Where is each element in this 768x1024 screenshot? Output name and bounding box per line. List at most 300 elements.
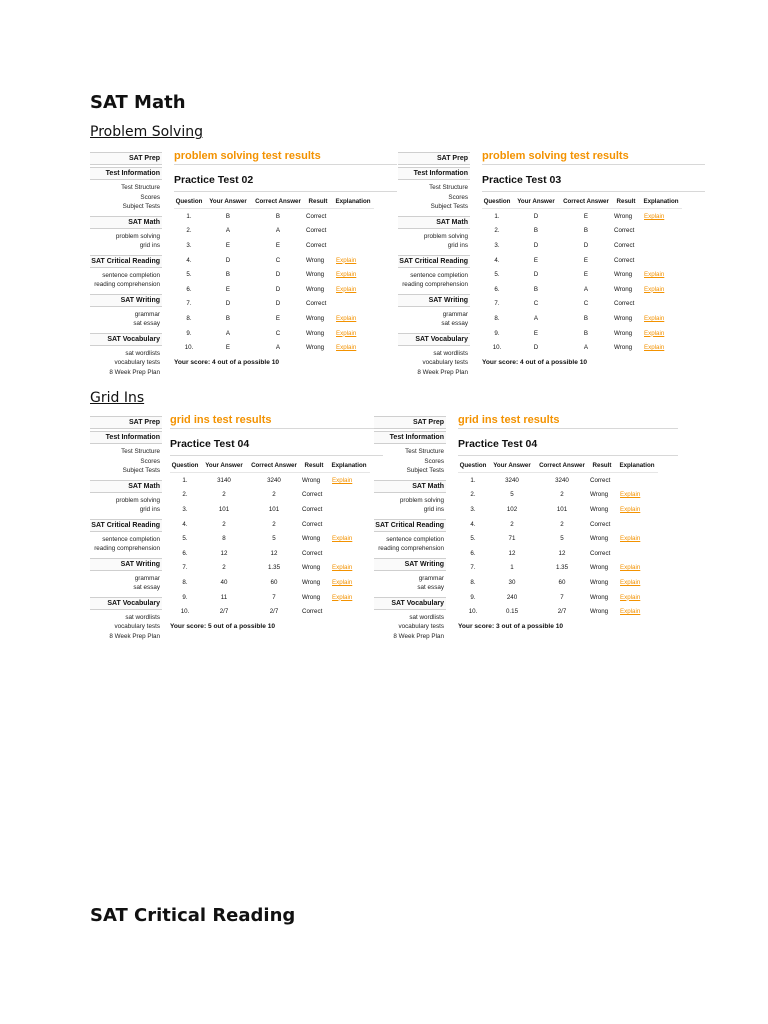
- question-number: 7.: [470, 564, 476, 572]
- result-status: Wrong: [306, 314, 325, 322]
- explain-link[interactable]: Explain: [620, 578, 641, 586]
- your-answer: D: [533, 212, 539, 220]
- explanation-cell: [640, 340, 682, 355]
- col-your-answer: Your Answer: [488, 462, 536, 473]
- question-number: 10.: [184, 344, 194, 352]
- nav-scores[interactable]: Scores: [448, 193, 468, 201]
- result-status: Correct: [302, 549, 323, 557]
- correct-answer: B: [583, 329, 589, 337]
- question-number: 6.: [186, 285, 192, 293]
- score-text: Your score: 5 out of a possible 10: [170, 622, 276, 630]
- nav-sat-vocabulary[interactable]: SAT Vocabulary: [398, 333, 470, 346]
- question-number: 4.: [494, 256, 500, 264]
- table-row: [170, 502, 370, 517]
- correct-answer: 2/7: [269, 608, 279, 616]
- result-status: Wrong: [590, 608, 609, 616]
- your-answer: B: [533, 227, 539, 235]
- your-answer: D: [533, 241, 539, 249]
- correct-answer: C: [583, 300, 589, 308]
- question-number: 3.: [494, 241, 500, 249]
- explain-link[interactable]: Explain: [336, 285, 357, 293]
- nav-grammar[interactable]: grammar: [134, 310, 160, 318]
- results-table: [174, 198, 374, 355]
- nav-subject-tests[interactable]: Subject Tests: [122, 467, 160, 474]
- nav-sat-math[interactable]: SAT Math: [374, 480, 446, 493]
- question-number: 9.: [186, 329, 192, 337]
- correct-answer: 60: [558, 578, 566, 586]
- sidebar-nav: [90, 150, 162, 379]
- table-row: [170, 531, 370, 546]
- result-status: Correct: [306, 241, 327, 249]
- nav-prep-plan[interactable]: 8 Week Prep Plan: [417, 368, 468, 376]
- question-number: 4.: [182, 520, 188, 528]
- nav-sat-math[interactable]: SAT Math: [90, 216, 162, 229]
- result-status: Correct: [590, 549, 611, 557]
- explain-link[interactable]: Explain: [336, 314, 357, 322]
- result-status: Wrong: [302, 564, 321, 572]
- practice-test-title: Practice Test 02: [174, 174, 397, 192]
- table-row: [458, 531, 658, 546]
- correct-answer: 7: [560, 593, 564, 601]
- table-row: [174, 224, 374, 239]
- nav-scores[interactable]: Scores: [140, 193, 160, 201]
- col-explanation: Explanation: [640, 198, 682, 209]
- screenshot-problem-solving-test-02: [90, 150, 397, 382]
- nav-test-structure[interactable]: Test Structure: [405, 448, 444, 455]
- question-number: 6.: [182, 549, 188, 557]
- nav-sat-prep[interactable]: SAT Prep: [90, 416, 162, 429]
- question-number: 10.: [468, 608, 478, 616]
- your-answer: D: [225, 256, 231, 264]
- explanation-cell: [616, 502, 658, 517]
- your-answer: 2: [222, 491, 226, 499]
- nav-grid-ins[interactable]: grid ins: [139, 242, 160, 249]
- explanation-cell: [616, 473, 658, 488]
- explanation-cell: [640, 209, 682, 224]
- result-status: Wrong: [614, 314, 633, 322]
- your-answer: 2: [222, 564, 226, 572]
- question-number: 10.: [492, 344, 502, 352]
- nav-grammar[interactable]: grammar: [442, 310, 468, 318]
- table-row: [170, 488, 370, 503]
- score-text: Your score: 4 out of a possible 10: [174, 358, 280, 366]
- table-row: [482, 209, 682, 224]
- nav-grid-ins[interactable]: grid ins: [447, 242, 468, 249]
- nav-sat-prep[interactable]: SAT Prep: [374, 416, 446, 429]
- question-number: 7.: [494, 300, 500, 308]
- nav-reading-comprehension[interactable]: reading comprehension: [94, 545, 160, 552]
- result-status: Wrong: [306, 344, 325, 352]
- question-number: 8.: [186, 314, 192, 322]
- explain-link[interactable]: Explain: [644, 212, 665, 220]
- explain-link[interactable]: Explain: [336, 256, 357, 264]
- nav-sat-wordlists[interactable]: sat wordlists: [125, 613, 160, 621]
- correct-answer: E: [275, 241, 281, 249]
- your-answer: 40: [220, 578, 228, 586]
- explanation-cell: [328, 575, 370, 590]
- your-answer: 11: [220, 593, 228, 601]
- result-status: Correct: [306, 300, 327, 308]
- result-status: Correct: [302, 491, 323, 499]
- table-row: [174, 311, 374, 326]
- explain-link[interactable]: Explain: [332, 593, 353, 601]
- question-number: 3.: [182, 505, 188, 513]
- results-title: problem solving test results: [174, 150, 397, 165]
- your-answer: D: [533, 271, 539, 279]
- table-row: [458, 604, 658, 619]
- table-row: [482, 267, 682, 282]
- explanation-cell: [332, 297, 374, 312]
- nav-test-structure[interactable]: Test Structure: [121, 448, 160, 455]
- explain-link[interactable]: Explain: [332, 578, 353, 586]
- nav-subject-tests[interactable]: Subject Tests: [122, 203, 160, 210]
- nav-reading-comprehension[interactable]: reading comprehension: [402, 281, 468, 288]
- question-number: 2.: [494, 227, 500, 235]
- your-answer: A: [225, 227, 231, 235]
- nav-sat-writing[interactable]: SAT Writing: [398, 294, 470, 307]
- nav-sat-vocabulary[interactable]: SAT Vocabulary: [374, 597, 446, 610]
- result-status: Correct: [302, 520, 323, 528]
- table-row: [482, 340, 682, 355]
- table-row: [174, 282, 374, 297]
- your-answer: E: [533, 329, 539, 337]
- screenshot-grid-ins-test-04-b: [375, 414, 678, 640]
- nav-sat-prep[interactable]: SAT Prep: [90, 152, 162, 165]
- table-row: [458, 488, 658, 503]
- nav-reading-comprehension[interactable]: reading comprehension: [378, 545, 444, 552]
- question-number: 7.: [186, 300, 192, 308]
- nav-vocabulary-tests[interactable]: vocabulary tests: [398, 623, 444, 630]
- nav-problem-solving[interactable]: problem solving: [423, 232, 468, 240]
- nav-sat-essay[interactable]: sat essay: [441, 320, 468, 327]
- correct-answer: A: [275, 344, 281, 352]
- correct-answer: 12: [558, 549, 566, 557]
- question-number: 4.: [186, 256, 192, 264]
- result-status: Correct: [302, 608, 323, 616]
- result-status: Correct: [614, 227, 635, 235]
- explanation-cell: [616, 488, 658, 503]
- nav-sat-wordlists[interactable]: sat wordlists: [433, 349, 468, 357]
- explanation-cell: [332, 209, 374, 224]
- results-content: [458, 414, 678, 630]
- your-answer: B: [225, 314, 231, 322]
- nav-sat-essay[interactable]: sat essay: [133, 320, 160, 327]
- nav-reading-comprehension[interactable]: reading comprehension: [94, 281, 160, 288]
- result-status: Correct: [614, 256, 635, 264]
- correct-answer: C: [275, 256, 281, 264]
- explain-link[interactable]: Explain: [620, 564, 641, 572]
- nav-sat-essay[interactable]: sat essay: [417, 584, 444, 591]
- explanation-cell: [640, 267, 682, 282]
- practice-test-title: Practice Test 04: [458, 438, 678, 456]
- explain-link[interactable]: Explain: [620, 505, 641, 513]
- table-row: [170, 473, 370, 488]
- your-answer: 30: [508, 578, 516, 586]
- correct-answer: 2: [272, 520, 276, 528]
- explain-link[interactable]: Explain: [644, 329, 665, 337]
- col-correct-answer: Correct Answer: [248, 462, 300, 473]
- question-number: 5.: [494, 271, 500, 279]
- nav-vocabulary-tests[interactable]: vocabulary tests: [114, 623, 160, 630]
- explanation-cell: [328, 546, 370, 561]
- correct-answer: B: [583, 227, 589, 235]
- nav-subject-tests[interactable]: Subject Tests: [430, 203, 468, 210]
- explain-link[interactable]: Explain: [644, 344, 665, 352]
- table-row: [458, 517, 658, 532]
- explanation-cell: [328, 488, 370, 503]
- correct-answer: 7: [272, 593, 276, 601]
- your-answer: B: [533, 285, 539, 293]
- question-number: 9.: [494, 329, 500, 337]
- correct-answer: 1.35: [267, 564, 281, 572]
- table-row: [482, 297, 682, 312]
- result-status: Correct: [614, 300, 635, 308]
- explanation-cell: [332, 238, 374, 253]
- nav-problem-solving[interactable]: problem solving: [399, 496, 444, 504]
- result-status: Correct: [302, 505, 323, 513]
- nav-vocabulary-tests[interactable]: vocabulary tests: [422, 359, 468, 366]
- your-answer: 12: [508, 549, 516, 557]
- explanation-cell: [616, 561, 658, 576]
- result-status: Wrong: [306, 285, 325, 293]
- question-number: 6.: [494, 285, 500, 293]
- correct-answer: D: [275, 300, 281, 308]
- result-status: Wrong: [306, 329, 325, 337]
- result-status: Wrong: [590, 505, 609, 513]
- nav-sat-vocabulary[interactable]: SAT Vocabulary: [90, 597, 162, 610]
- correct-answer: C: [275, 329, 281, 337]
- score-text: Your score: 3 out of a possible 10: [458, 622, 564, 630]
- table-row: [482, 253, 682, 268]
- nav-sat-wordlists[interactable]: sat wordlists: [125, 349, 160, 357]
- correct-answer: 101: [556, 505, 568, 513]
- your-answer: 12: [220, 549, 228, 557]
- your-answer: C: [533, 300, 539, 308]
- your-answer: E: [225, 241, 231, 249]
- your-answer: 3240: [505, 476, 519, 484]
- question-number: 3.: [470, 505, 476, 513]
- table-row: [174, 326, 374, 341]
- correct-answer: A: [583, 285, 589, 293]
- explanation-cell: [616, 604, 658, 619]
- nav-grammar[interactable]: grammar: [134, 574, 160, 582]
- your-answer: D: [533, 344, 539, 352]
- explanation-cell: [640, 282, 682, 297]
- nav-grammar[interactable]: grammar: [418, 574, 444, 582]
- table-row: [458, 502, 658, 517]
- col-correct-answer: Correct Answer: [252, 198, 304, 209]
- nav-sat-essay[interactable]: sat essay: [133, 584, 160, 591]
- nav-sat-critical-reading[interactable]: SAT Critical Reading: [398, 255, 470, 268]
- nav-sat-wordlists[interactable]: sat wordlists: [409, 613, 444, 621]
- results-table: [170, 462, 370, 619]
- nav-test-structure[interactable]: Test Structure: [429, 184, 468, 191]
- col-explanation: Explanation: [616, 462, 658, 473]
- your-answer: B: [225, 271, 231, 279]
- nav-test-information[interactable]: Test Information: [398, 167, 470, 180]
- nav-sat-math[interactable]: SAT Math: [398, 216, 470, 229]
- result-status: Wrong: [614, 329, 633, 337]
- result-status: Correct: [590, 476, 611, 484]
- nav-scores[interactable]: Scores: [424, 457, 444, 465]
- table-row: [170, 517, 370, 532]
- nav-sat-math[interactable]: SAT Math: [90, 480, 162, 493]
- result-status: Wrong: [302, 535, 321, 543]
- correct-answer: 1.35: [555, 564, 569, 572]
- explanation-cell: [640, 326, 682, 341]
- table-row: [458, 546, 658, 561]
- results-title: grid ins test results: [458, 414, 678, 429]
- nav-sentence-completion[interactable]: sentence completion: [386, 535, 444, 543]
- result-status: Wrong: [302, 593, 321, 601]
- explanation-cell: [640, 253, 682, 268]
- explain-link[interactable]: Explain: [644, 285, 665, 293]
- your-answer: E: [225, 285, 231, 293]
- col-result: Result: [612, 198, 640, 209]
- nav-scores[interactable]: Scores: [140, 457, 160, 465]
- nav-sentence-completion[interactable]: sentence completion: [102, 535, 160, 543]
- correct-answer: D: [275, 285, 281, 293]
- result-status: Correct: [306, 227, 327, 235]
- screenshot-problem-solving-test-03: [398, 150, 679, 382]
- your-answer: E: [225, 344, 231, 352]
- table-row: [174, 340, 374, 355]
- nav-prep-plan[interactable]: 8 Week Prep Plan: [109, 368, 160, 376]
- result-status: Correct: [614, 241, 635, 249]
- nav-sat-writing[interactable]: SAT Writing: [374, 558, 446, 571]
- table-row: [170, 546, 370, 561]
- explanation-cell: [332, 267, 374, 282]
- nav-grid-ins[interactable]: grid ins: [139, 506, 160, 513]
- nav-sat-critical-reading[interactable]: SAT Critical Reading: [90, 255, 162, 268]
- nav-grid-ins[interactable]: grid ins: [423, 506, 444, 513]
- result-status: Wrong: [590, 578, 609, 586]
- explain-link[interactable]: Explain: [336, 344, 357, 352]
- nav-sat-critical-reading[interactable]: SAT Critical Reading: [90, 519, 162, 532]
- table-row: [174, 253, 374, 268]
- col-question: Question: [482, 198, 512, 209]
- correct-answer: 5: [560, 535, 564, 543]
- grid-ins-subheading: Grid Ins: [90, 390, 145, 406]
- explain-link[interactable]: Explain: [644, 314, 665, 322]
- score-text: Your score: 4 out of a possible 10: [482, 358, 588, 366]
- explain-link[interactable]: Explain: [332, 476, 353, 484]
- correct-answer: A: [275, 227, 281, 235]
- nav-problem-solving[interactable]: problem solving: [115, 496, 160, 504]
- correct-answer: 2/7: [557, 608, 567, 616]
- result-status: Wrong: [614, 285, 633, 293]
- question-number: 3.: [186, 241, 192, 249]
- explanation-cell: [328, 531, 370, 546]
- nav-prep-plan[interactable]: 8 Week Prep Plan: [109, 632, 160, 640]
- table-row: [170, 604, 370, 619]
- question-number: 1.: [186, 212, 192, 220]
- result-status: Wrong: [614, 212, 633, 220]
- screenshot-grid-ins-test-04-a: [90, 414, 383, 640]
- explain-link[interactable]: Explain: [336, 329, 357, 337]
- correct-answer: D: [275, 271, 281, 279]
- table-row: [174, 238, 374, 253]
- results-table: [482, 198, 682, 355]
- nav-test-information[interactable]: Test Information: [90, 431, 162, 444]
- explain-link[interactable]: Explain: [620, 491, 641, 499]
- nav-sat-vocabulary[interactable]: SAT Vocabulary: [90, 333, 162, 346]
- question-number: 8.: [470, 578, 476, 586]
- explain-link[interactable]: Explain: [620, 593, 641, 601]
- nav-test-structure[interactable]: Test Structure: [121, 184, 160, 191]
- nav-prep-plan[interactable]: 8 Week Prep Plan: [393, 632, 444, 640]
- explain-link[interactable]: Explain: [620, 608, 641, 616]
- result-status: Wrong: [590, 564, 609, 572]
- explanation-cell: [332, 253, 374, 268]
- explain-link[interactable]: Explain: [644, 271, 665, 279]
- result-status: Correct: [590, 520, 611, 528]
- explain-link[interactable]: Explain: [332, 564, 353, 572]
- results-title: grid ins test results: [170, 414, 383, 429]
- nav-problem-solving[interactable]: problem solving: [115, 232, 160, 240]
- explain-link[interactable]: Explain: [620, 535, 641, 543]
- question-number: 4.: [470, 520, 476, 528]
- explanation-cell: [328, 502, 370, 517]
- problem-solving-subheading: Problem Solving: [90, 124, 203, 140]
- explain-link[interactable]: Explain: [332, 535, 353, 543]
- explanation-cell: [616, 517, 658, 532]
- col-correct-answer: Correct Answer: [536, 462, 588, 473]
- table-row: [174, 297, 374, 312]
- results-content: [170, 414, 383, 630]
- nav-sentence-completion[interactable]: sentence completion: [102, 271, 160, 279]
- correct-answer: 2: [560, 491, 564, 499]
- practice-test-title: Practice Test 03: [482, 174, 705, 192]
- col-your-answer: Your Answer: [512, 198, 560, 209]
- question-number: 5.: [470, 535, 476, 543]
- table-row: [458, 590, 658, 605]
- results-content: [482, 150, 705, 366]
- explain-link[interactable]: Explain: [336, 271, 357, 279]
- nav-sat-writing[interactable]: SAT Writing: [90, 558, 162, 571]
- nav-sentence-completion[interactable]: sentence completion: [410, 271, 468, 279]
- table-row: [174, 209, 374, 224]
- question-number: 5.: [182, 535, 188, 543]
- nav-test-information[interactable]: Test Information: [90, 167, 162, 180]
- explanation-cell: [332, 326, 374, 341]
- table-row: [482, 224, 682, 239]
- correct-answer: B: [583, 314, 589, 322]
- nav-subject-tests[interactable]: Subject Tests: [406, 467, 444, 474]
- correct-answer: A: [583, 344, 589, 352]
- table-row: [482, 311, 682, 326]
- correct-answer: E: [275, 314, 281, 322]
- explanation-cell: [640, 311, 682, 326]
- explanation-cell: [640, 238, 682, 253]
- question-number: 9.: [182, 593, 188, 601]
- sat-math-heading: SAT Math: [90, 92, 186, 113]
- nav-sat-writing[interactable]: SAT Writing: [90, 294, 162, 307]
- correct-answer: E: [583, 256, 589, 264]
- nav-test-information[interactable]: Test Information: [374, 431, 446, 444]
- col-question: Question: [174, 198, 204, 209]
- explanation-cell: [332, 311, 374, 326]
- nav-sat-critical-reading[interactable]: SAT Critical Reading: [374, 519, 446, 532]
- explanation-cell: [616, 590, 658, 605]
- nav-sat-prep[interactable]: SAT Prep: [398, 152, 470, 165]
- result-status: Wrong: [306, 256, 325, 264]
- result-status: Wrong: [302, 476, 321, 484]
- nav-vocabulary-tests[interactable]: vocabulary tests: [114, 359, 160, 366]
- question-number: 8.: [494, 314, 500, 322]
- table-row: [482, 326, 682, 341]
- col-explanation: Explanation: [328, 462, 370, 473]
